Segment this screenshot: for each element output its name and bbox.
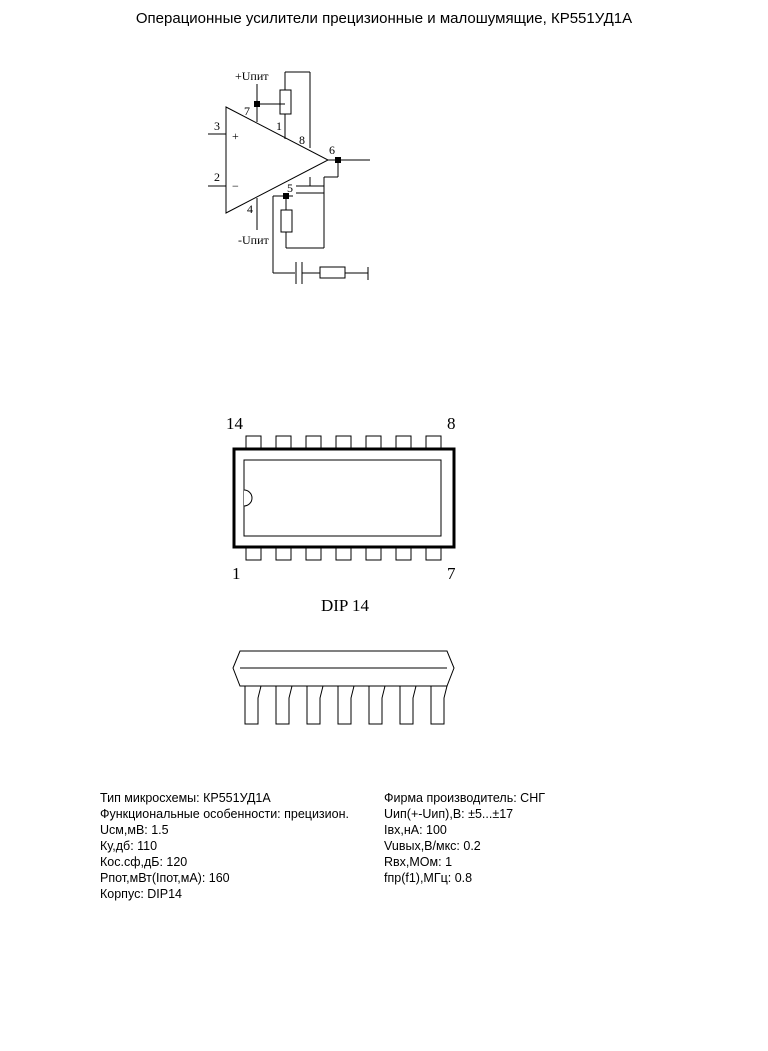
pin-8-pkg-label: 8 [447, 414, 456, 433]
pin-1-label: 1 [276, 119, 282, 133]
package-body [234, 449, 454, 547]
spec-input-current: Iвх,нА: 100 [384, 823, 447, 837]
resistor-bottom [320, 267, 345, 278]
package-inner [244, 460, 441, 536]
specs-right [384, 790, 545, 886]
spec-input-resistance: Rвх,МОм: 1 [384, 855, 453, 869]
page-title: Операционные усилители прецизионные и малошумящие, КР551УД1А [135, 10, 633, 27]
pin-4-label: 4 [247, 202, 253, 216]
pin-1-pkg-label: 1 [232, 564, 241, 583]
spec-slew-rate: Vuвых,В/мкс: 0.2 [384, 839, 481, 853]
resistor-top [280, 90, 291, 114]
spec-bandwidth: fпр(f1),МГц: 0.8 [384, 871, 473, 885]
spec-cmrr: Кос.сф,дБ: 120 [100, 855, 188, 869]
spec-package: Корпус: DIP14 [100, 887, 183, 901]
vminus-label: -Uпит [238, 233, 269, 247]
spec-power: Pпот,мВт(Iпот,мА): 160 [100, 871, 230, 885]
minus-sign: − [232, 179, 239, 193]
spec-offset-voltage: Uсм,мВ: 1.5 [100, 823, 169, 837]
specs-left [100, 790, 349, 902]
pin-5-label: 5 [287, 181, 293, 195]
resistor-middle [281, 210, 292, 232]
package-notch [244, 490, 252, 506]
pin-14-label: 14 [226, 414, 243, 433]
pin-8-label: 8 [299, 133, 305, 147]
pin-3-label: 3 [214, 119, 220, 133]
spec-supply-voltage: Uип(+-Uип),В: ±5...±17 [384, 807, 514, 821]
vplus-label: +Uпит [235, 69, 269, 83]
plus-sign: + [232, 129, 239, 143]
spec-manufacturer: Фирма производитель: СНГ [384, 791, 545, 805]
spec-features: Функциональные особенности: прецизион. [100, 807, 349, 821]
opamp-schematic [0, 0, 768, 380]
pin-7-pkg-label: 7 [447, 564, 456, 583]
package-side-body [233, 651, 454, 686]
pin-7-label: 7 [244, 104, 250, 118]
spec-gain: Ку,дб: 110 [100, 839, 158, 853]
pin-2-label: 2 [214, 170, 220, 184]
package-name: DIP 14 [320, 596, 369, 615]
spec-type: Тип микросхемы: КР551УД1А [100, 791, 271, 805]
pin-6-label: 6 [329, 143, 335, 157]
